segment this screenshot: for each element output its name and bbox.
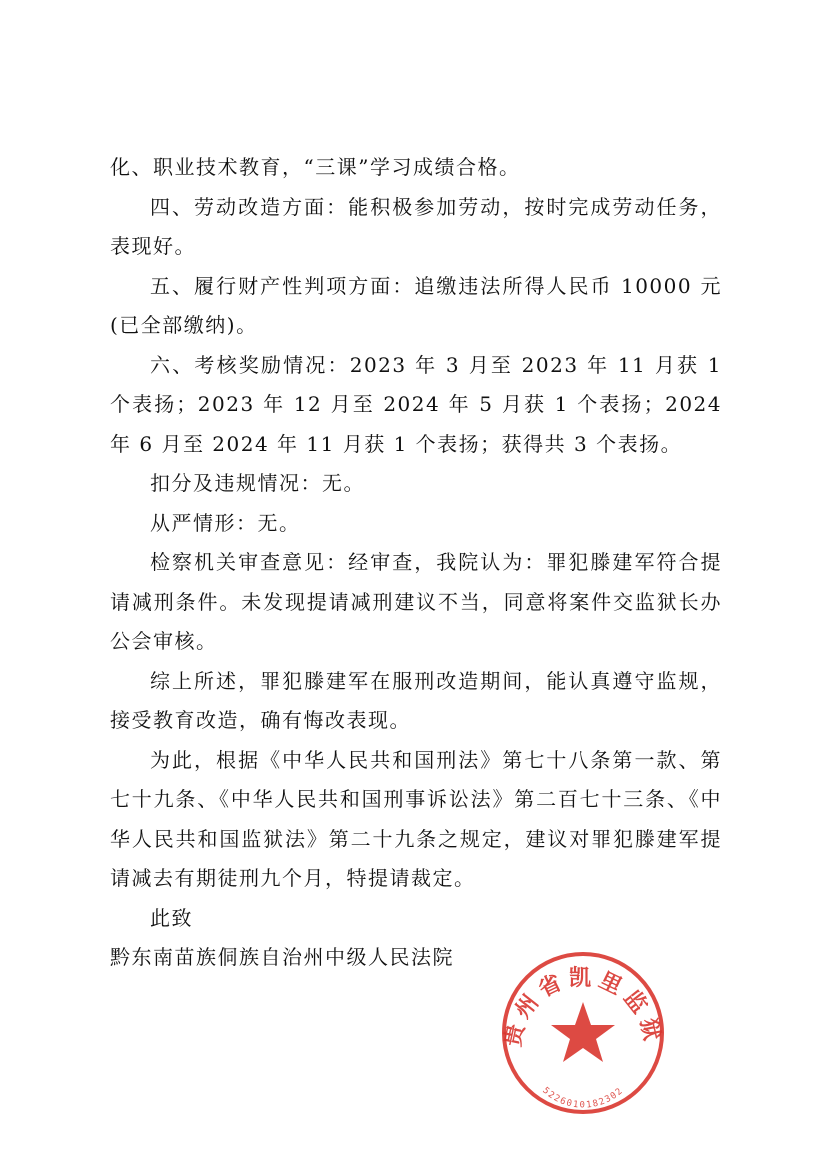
paragraph-deductions: 扣分及违规情况：无。 — [150, 471, 365, 495]
paragraph-recipient: 黔东南苗族侗族自治州中级人民法院 — [110, 945, 454, 969]
paragraph-property: 五、履行财产性判项方面：追缴违法所得人民币 10000 元(已全部缴纳)。 — [110, 273, 722, 337]
paragraph-strict: 从严情形：无。 — [150, 510, 301, 535]
svg-text:5226010182302: 5226010182302 — [540, 1085, 626, 1111]
official-seal-icon — [500, 950, 666, 1116]
paragraph-legal-basis: 为此，根据《中华人民共和国刑法》第七十八条第一款、第七十九条、《中华人民共和国刑事诉讼法》第二百七十三条、《中华人民共和国监狱法》第二十九条之规定，建议对罪犯滕建军提请减去有期徒刑九个月，特提请裁定。 — [110, 747, 722, 890]
paragraph-labor: 四、劳动改造方面：能积极参加劳动，按时完成劳动任务，表现好。 — [110, 194, 722, 258]
paragraph-procuratorate: 检察机关审查意见：经审查，我院认为：罪犯滕建军符合提请减刑条件。未发现提请减刑建议不当，同意将案件交监狱长办公会审核。 — [110, 550, 722, 653]
document-body — [110, 148, 722, 978]
paragraph-salutation: 此致 — [150, 905, 193, 930]
paragraph-summary: 综上所述，罪犯滕建军在服刑改造期间，能认真遵守监规，接受教育改造，确有悔改表现。 — [110, 668, 722, 732]
paragraph-education: 化、职业技术教育，“三课”学习成绩合格。 — [110, 155, 521, 179]
paragraph-rewards: 六、考核奖励情况：2023 年 3 月至 2023 年 11 月获 1 个表扬；2023 年 12 月至 2024 年 5 月获 1 个表扬；2024 年 6 月至 2024 年 11 月获 1 个表扬；获得共 3 个表扬。 — [110, 352, 722, 456]
svg-text:贵州省凯里监狱: 贵州省凯里监狱 — [500, 964, 666, 1049]
